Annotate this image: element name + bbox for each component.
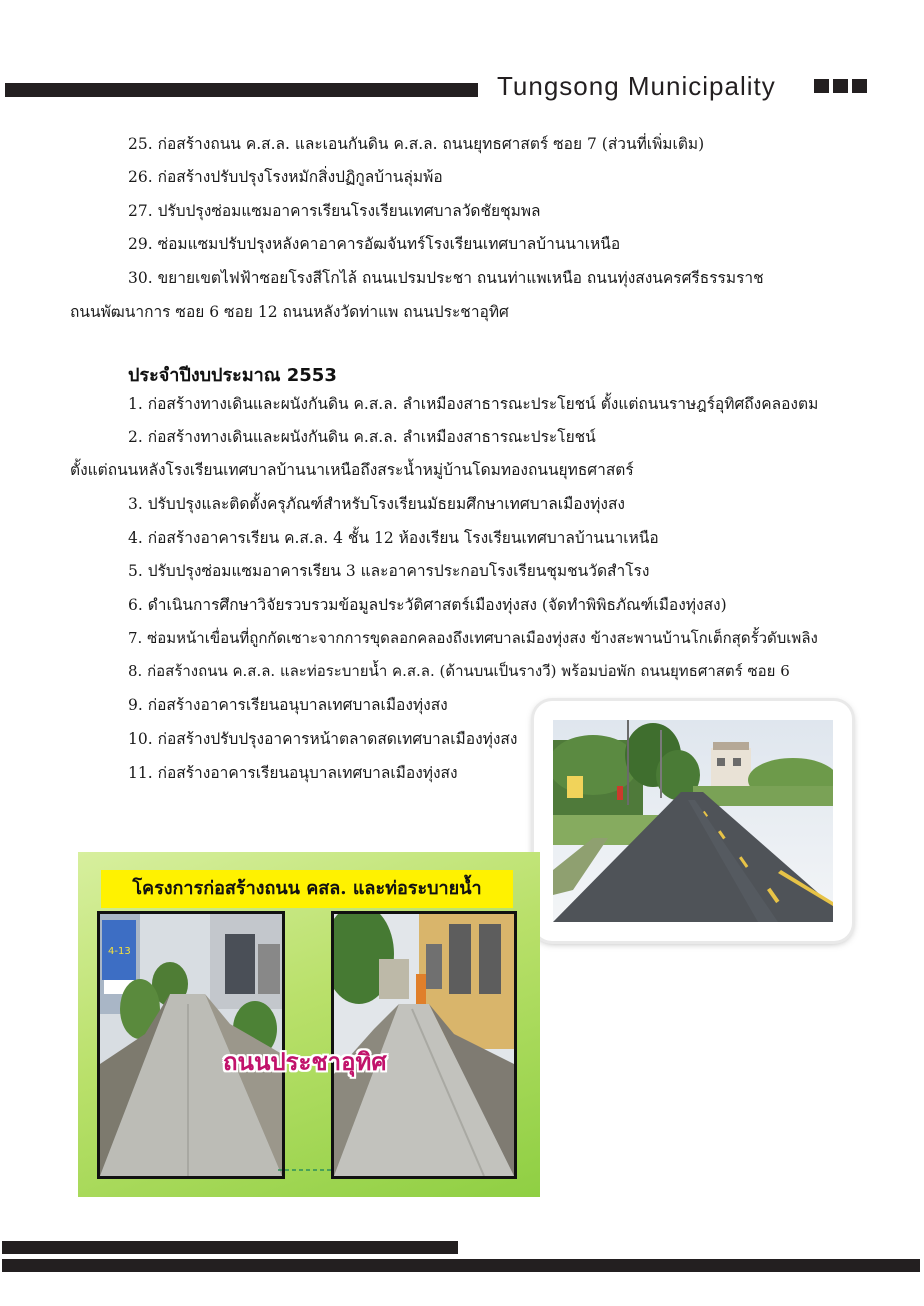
list-item: 25. ก่อสร้างถนน ค.ส.ล. และเอนกันดิน ค.ส.ล. ถนนยุทธศาสตร์ ซอย 7 (ส่วนที่เพิ่มเติม) [128,135,705,153]
footer-rule-short [2,1241,458,1254]
collage-street-label: ถนนประชาอุทิศ [223,1048,387,1076]
list-item: 3. ปรับปรุงและติดตั้งครุภัณฑ์สำหรับโรงเรียนมัธยมศึกษาเทศบาลเมืองทุ่งสง [128,495,625,513]
shop-sign-text: 4-13 [108,946,131,957]
list-item-continuation: ตั้งแต่ถนนหลังโรงเรียนเทศบาลบ้านนาเหนือถึงสระน้ำหมู่บ้านโดมทองถนนยุทธศาสตร์ [70,461,634,479]
road-photo-frame [534,701,852,941]
road-photo [553,720,833,922]
footer-rule-long [2,1259,920,1272]
header-rule [5,83,478,97]
header-square [833,79,848,93]
collage-dashed-frame [278,1122,334,1182]
list-item: 29. ซ่อมแซมปรับปรุงหลังคาอาคารอัฒจันทร์โรงเรียนเทศบาลบ้านนาเหนือ [128,235,621,253]
list-item: 11. ก่อสร้างอาคารเรียนอนุบาลเทศบาลเมืองทุ่งสง [128,764,458,782]
section-heading: ประจำปีงบประมาณ 2553 [128,365,337,386]
list-item: 2. ก่อสร้างทางเดินและผนังกันดิน ค.ส.ล. ลำเหมืองสาธารณะประโยชน์ [128,428,596,446]
list-item: 7. ซ่อมหน้าเขื่อนที่ถูกกัดเซาะจากการขุดลอกคลองถึงเทศบาลเมืองทุ่งสง ข้างสะพานบ้านโกเต็กสุดรั้วดับเพลิง [128,629,818,647]
header-title: Tungsong Municipality [497,71,776,101]
list-item: 1. ก่อสร้างทางเดินและผนังกันดิน ค.ส.ล. ลำเหมืองสาธารณะประโยชน์ ตั้งแต่ถนนราษฎร์อุทิศถึงคลองตม [128,395,819,413]
list-item: 27. ปรับปรุงซ่อมแซมอาคารเรียนโรงเรียนเทศบาลวัดชัยชุมพล [128,202,541,220]
header-square [852,79,867,93]
list-item-continuation: ถนนพัฒนาการ ซอย 6 ซอย 12 ถนนหลังวัดท่าแพ ถนนประชาอุทิศ [70,303,509,321]
list-item: 6. ดำเนินการศึกษาวิจัยรวบรวมข้อมูลประวัติศาสตร์เมืองทุ่งสง (จัดทำพิพิธภัณฑ์เมืองทุ่งสง) [128,596,727,614]
list-item: 26. ก่อสร้างปรับปรุงโรงหมักสิ่งปฏิกูลบ้านลุ่มพ้อ [128,168,443,186]
list-item: 30. ขยายเขตไฟฟ้าซอยโรงสีโกไล้ ถนนเปรมประชา ถนนท่าแพเหนือ ถนนทุ่งสงนครศรีธรรมราช [128,269,764,287]
list-item: 9. ก่อสร้างอาคารเรียนอนุบาลเทศบาลเมืองทุ่งสง [128,696,448,714]
project-collage [78,852,540,1197]
list-item: 10. ก่อสร้างปรับปรุงอาคารหน้าตลาดสดเทศบาลเมืองทุ่งสง [128,730,518,748]
list-item: 8. ก่อสร้างถนน ค.ส.ล. และท่อระบายน้ำ ค.ส.ล. (ด้านบนเป็นรางวี) พร้อมบ่อพัก ถนนยุทธศาสตร์ ซอย 6 [128,662,790,680]
collage-banner: โครงการก่อสร้างถนน คสล. และท่อระบายน้ำ [101,870,513,908]
header-square [814,79,829,93]
list-item: 4. ก่อสร้างอาคารเรียน ค.ส.ล. 4 ชั้น 12 ห้องเรียน โรงเรียนเทศบาลบ้านนาเหนือ [128,529,659,547]
header-squares [814,79,867,93]
list-item: 5. ปรับปรุงซ่อมแซมอาคารเรียน 3 และอาคารประกอบโรงเรียนชุมชนวัดสำโรง [128,562,650,580]
